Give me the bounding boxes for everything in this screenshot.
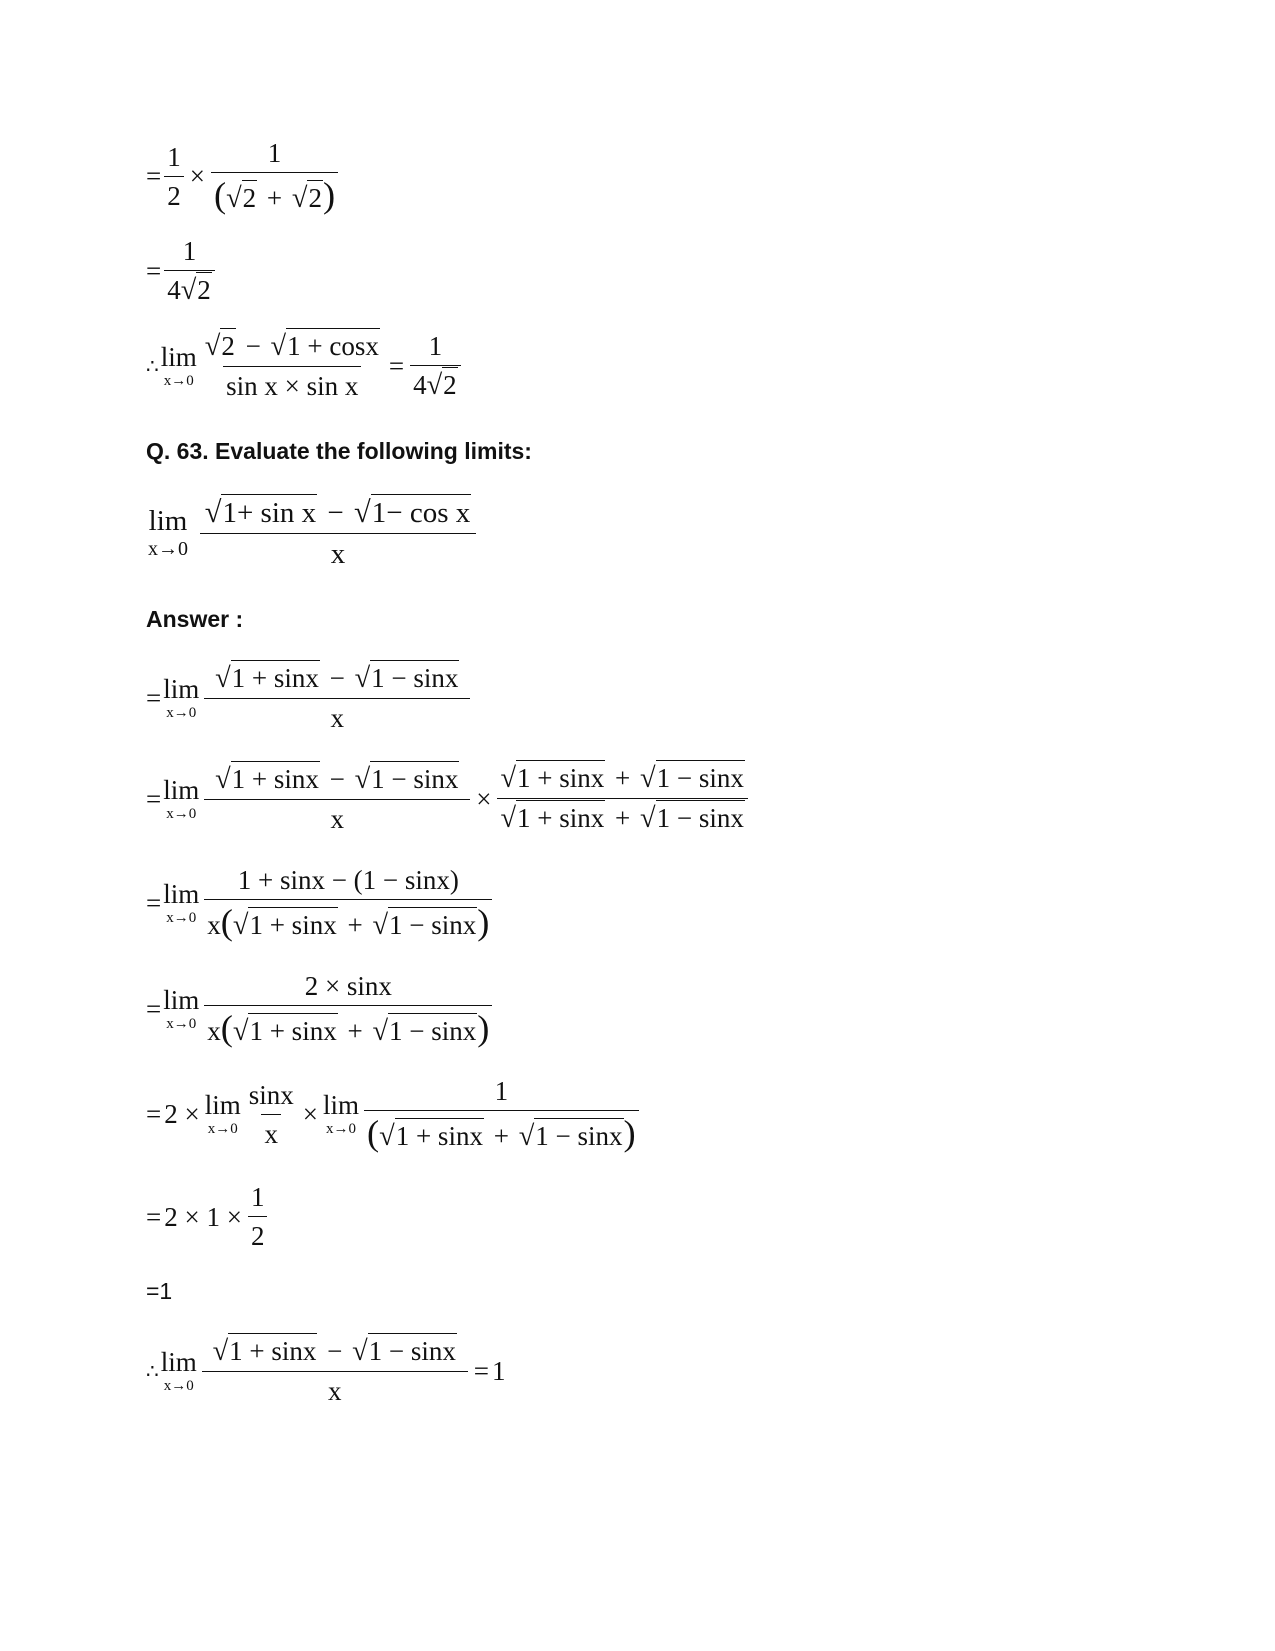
x-factor: x [207, 910, 221, 940]
numerator: 2 × sinx [304, 971, 392, 1001]
question-expression [146, 497, 479, 569]
denominator: x [204, 799, 470, 833]
denominator: √1 + sinx + √1 − sinx [497, 798, 747, 833]
final-fraction [202, 1338, 468, 1405]
sinx-over-x-fraction [246, 1079, 297, 1149]
expr-line-2 [146, 238, 218, 305]
denominator: 4√2 [410, 365, 461, 400]
limit-operator [148, 504, 188, 560]
sqrt-arg: 1 − sinx [388, 1013, 477, 1046]
numerator: sinx [248, 1079, 294, 1110]
sqrt-arg: 1+ sin x [221, 494, 317, 529]
numerator: 1 [250, 1182, 265, 1212]
plus-sign: + [615, 763, 631, 793]
equals-sign: = [388, 351, 405, 382]
denominator: (√2 + √2) [211, 172, 338, 213]
lim-word: lim [163, 878, 200, 909]
answer-step-5 [146, 1078, 642, 1151]
sqrt-arg: 2 [242, 180, 258, 213]
equals-sign: = [473, 1356, 489, 1387]
denominator: (√1 + sinx + √1 − sinx) [364, 1110, 639, 1151]
numerator: √1 + sinx − √1 − sinx [212, 665, 462, 698]
denominator: x [204, 698, 470, 732]
lim-subscript: x→0 [163, 1377, 194, 1394]
step-fraction [204, 973, 492, 1046]
numerator: √1 + sinx − √1 − sinx [212, 766, 462, 799]
answer-step-1 [146, 665, 473, 732]
fraction-root-sum [211, 140, 338, 213]
limit-operator [163, 774, 200, 823]
sqrt-arg: 1 + sinx [516, 800, 605, 833]
minus-sign: − [327, 1336, 343, 1366]
sqrt-arg: 1 + sinx [395, 1118, 484, 1151]
equals-sign: = [146, 683, 162, 714]
equals-sign: = [146, 994, 162, 1025]
answer-step-4 [146, 973, 495, 1046]
sqrt-arg: 2 [307, 180, 323, 213]
equals-sign: = [146, 1201, 162, 1232]
coefficient: 4 [167, 275, 181, 305]
lim-word: lim [163, 984, 200, 1015]
limit-operator [163, 984, 200, 1033]
sqrt-arg: 1 + sinx [231, 660, 320, 693]
sqrt-arg: 2 [220, 328, 236, 361]
numerator: 1 [494, 1076, 509, 1106]
coefficient: 4 [413, 370, 427, 400]
lim-word: lim [160, 341, 197, 372]
sqrt-arg: 1 − sinx [368, 1333, 457, 1366]
coefficient: 2 × [164, 1099, 200, 1130]
expr-line-3 [146, 333, 464, 400]
therefore-sign: ∴ [146, 1360, 159, 1383]
plus-sign: + [266, 183, 283, 213]
numerator: 1 [428, 331, 443, 361]
x-factor: x [207, 1016, 221, 1046]
denominator: 2 [164, 176, 184, 210]
equals-sign: = [146, 256, 162, 287]
conjugate-fraction [497, 765, 747, 834]
sqrt-arg: 1 − sinx [388, 907, 477, 940]
answer-label: Answer : [146, 606, 244, 632]
fraction-one-over-4root2 [164, 238, 215, 305]
sqrt-arg: 1 + sinx [248, 907, 337, 940]
therefore-sign: ∴ [146, 355, 159, 378]
answer-step-2 [146, 765, 751, 834]
plus-sign: + [347, 1016, 363, 1046]
sqrt-arg: 1 + sinx [516, 760, 605, 793]
lim-word: lim [204, 1089, 241, 1120]
lim-subscript: x→0 [166, 1015, 197, 1032]
limit-operator [322, 1089, 359, 1138]
plain-result: =1 [146, 1278, 173, 1304]
step-fraction [364, 1078, 639, 1151]
lim-word: lim [148, 504, 188, 537]
sqrt-arg: 1 + sinx [248, 1013, 337, 1046]
step-fraction [204, 665, 470, 732]
result-fraction [410, 333, 461, 400]
equals-sign: = [146, 888, 162, 919]
denominator: x(√1 + sinx + √1 − sinx) [204, 899, 492, 940]
minus-sign: − [245, 331, 261, 361]
step-fraction [204, 867, 492, 940]
product: 2 × 1 × [164, 1201, 242, 1232]
minus-sign: − [329, 763, 345, 794]
denominator: x(√1 + sinx + √1 − sinx) [204, 1005, 492, 1046]
denominator: 4√2 [164, 270, 215, 305]
numerator: √1 + sinx + √1 − sinx [497, 765, 747, 798]
denominator: 2 [248, 1216, 268, 1250]
sqrt-arg: 1 − sinx [370, 761, 459, 794]
lim-subscript: x→0 [148, 537, 188, 560]
lim-subscript: x→0 [166, 909, 197, 926]
final-result [146, 1338, 505, 1405]
answer-step-6 [146, 1184, 270, 1250]
sqrt-arg: 1 − sinx [656, 760, 745, 793]
equals-sign: = [146, 161, 162, 192]
sqrt-arg: 2 [196, 272, 212, 305]
sqrt-arg: 1 + sinx [231, 761, 320, 794]
plus-sign: + [347, 910, 363, 940]
denominator: x [261, 1114, 281, 1148]
limit-operator [163, 673, 200, 722]
equals-sign: = [146, 1099, 162, 1130]
times-sign: × [189, 161, 205, 192]
equals-sign: = [146, 783, 162, 814]
times-sign: × [302, 1099, 318, 1130]
numerator: √1 + sinx − √1 − sinx [210, 1338, 460, 1371]
denominator: x [200, 533, 476, 569]
denominator: x [202, 1371, 468, 1405]
lim-word: lim [163, 774, 200, 805]
sqrt-arg: 1 − sinx [656, 800, 745, 833]
sqrt-arg: 1 + cosx [286, 328, 380, 361]
lim-subscript: x→0 [163, 372, 194, 389]
question-fraction [200, 497, 476, 569]
times-sign: × [476, 783, 492, 814]
limit-operator [160, 341, 197, 390]
minus-sign: − [329, 663, 345, 693]
plus-sign: + [493, 1121, 509, 1151]
step-fraction [204, 763, 470, 835]
lim-subscript: x→0 [325, 1120, 356, 1137]
numerator: 1 [267, 138, 282, 168]
limit-operator [204, 1089, 241, 1138]
fraction-half [164, 141, 184, 211]
sqrt-arg: 1− cos x [371, 494, 472, 529]
lim-word: lim [322, 1089, 359, 1120]
fraction-half [248, 1184, 268, 1250]
sqrt-arg: 1 − sinx [534, 1118, 623, 1151]
lim-subscript: x→0 [166, 704, 197, 721]
lim-word: lim [160, 1346, 197, 1377]
question-heading: Q. 63. Evaluate the following limits: [146, 438, 532, 464]
lim-subscript: x→0 [207, 1120, 238, 1137]
sqrt-arg: 2 [442, 367, 458, 400]
numerator: 1 [167, 141, 181, 172]
plus-sign: + [615, 803, 631, 834]
answer-step-3 [146, 867, 495, 940]
limit-operator [160, 1346, 197, 1395]
numerator: √1+ sin x − √1− cos x [204, 495, 471, 529]
limit-fraction [202, 333, 383, 400]
expr-line-1 [146, 140, 341, 213]
lim-word: lim [163, 673, 200, 704]
lim-subscript: x→0 [166, 805, 197, 822]
sqrt-arg: 1 + sinx [228, 1333, 317, 1366]
numerator: √2 − √1 + cosx [202, 333, 383, 366]
limit-operator [163, 878, 200, 927]
sqrt-arg: 1 − sinx [370, 660, 459, 693]
numerator: 1 [182, 236, 197, 266]
final-value: 1 [491, 1356, 506, 1387]
denominator: sin x × sin x [223, 366, 361, 400]
minus-sign: − [327, 497, 344, 529]
numerator: 1 + sinx − (1 − sinx) [237, 865, 459, 895]
